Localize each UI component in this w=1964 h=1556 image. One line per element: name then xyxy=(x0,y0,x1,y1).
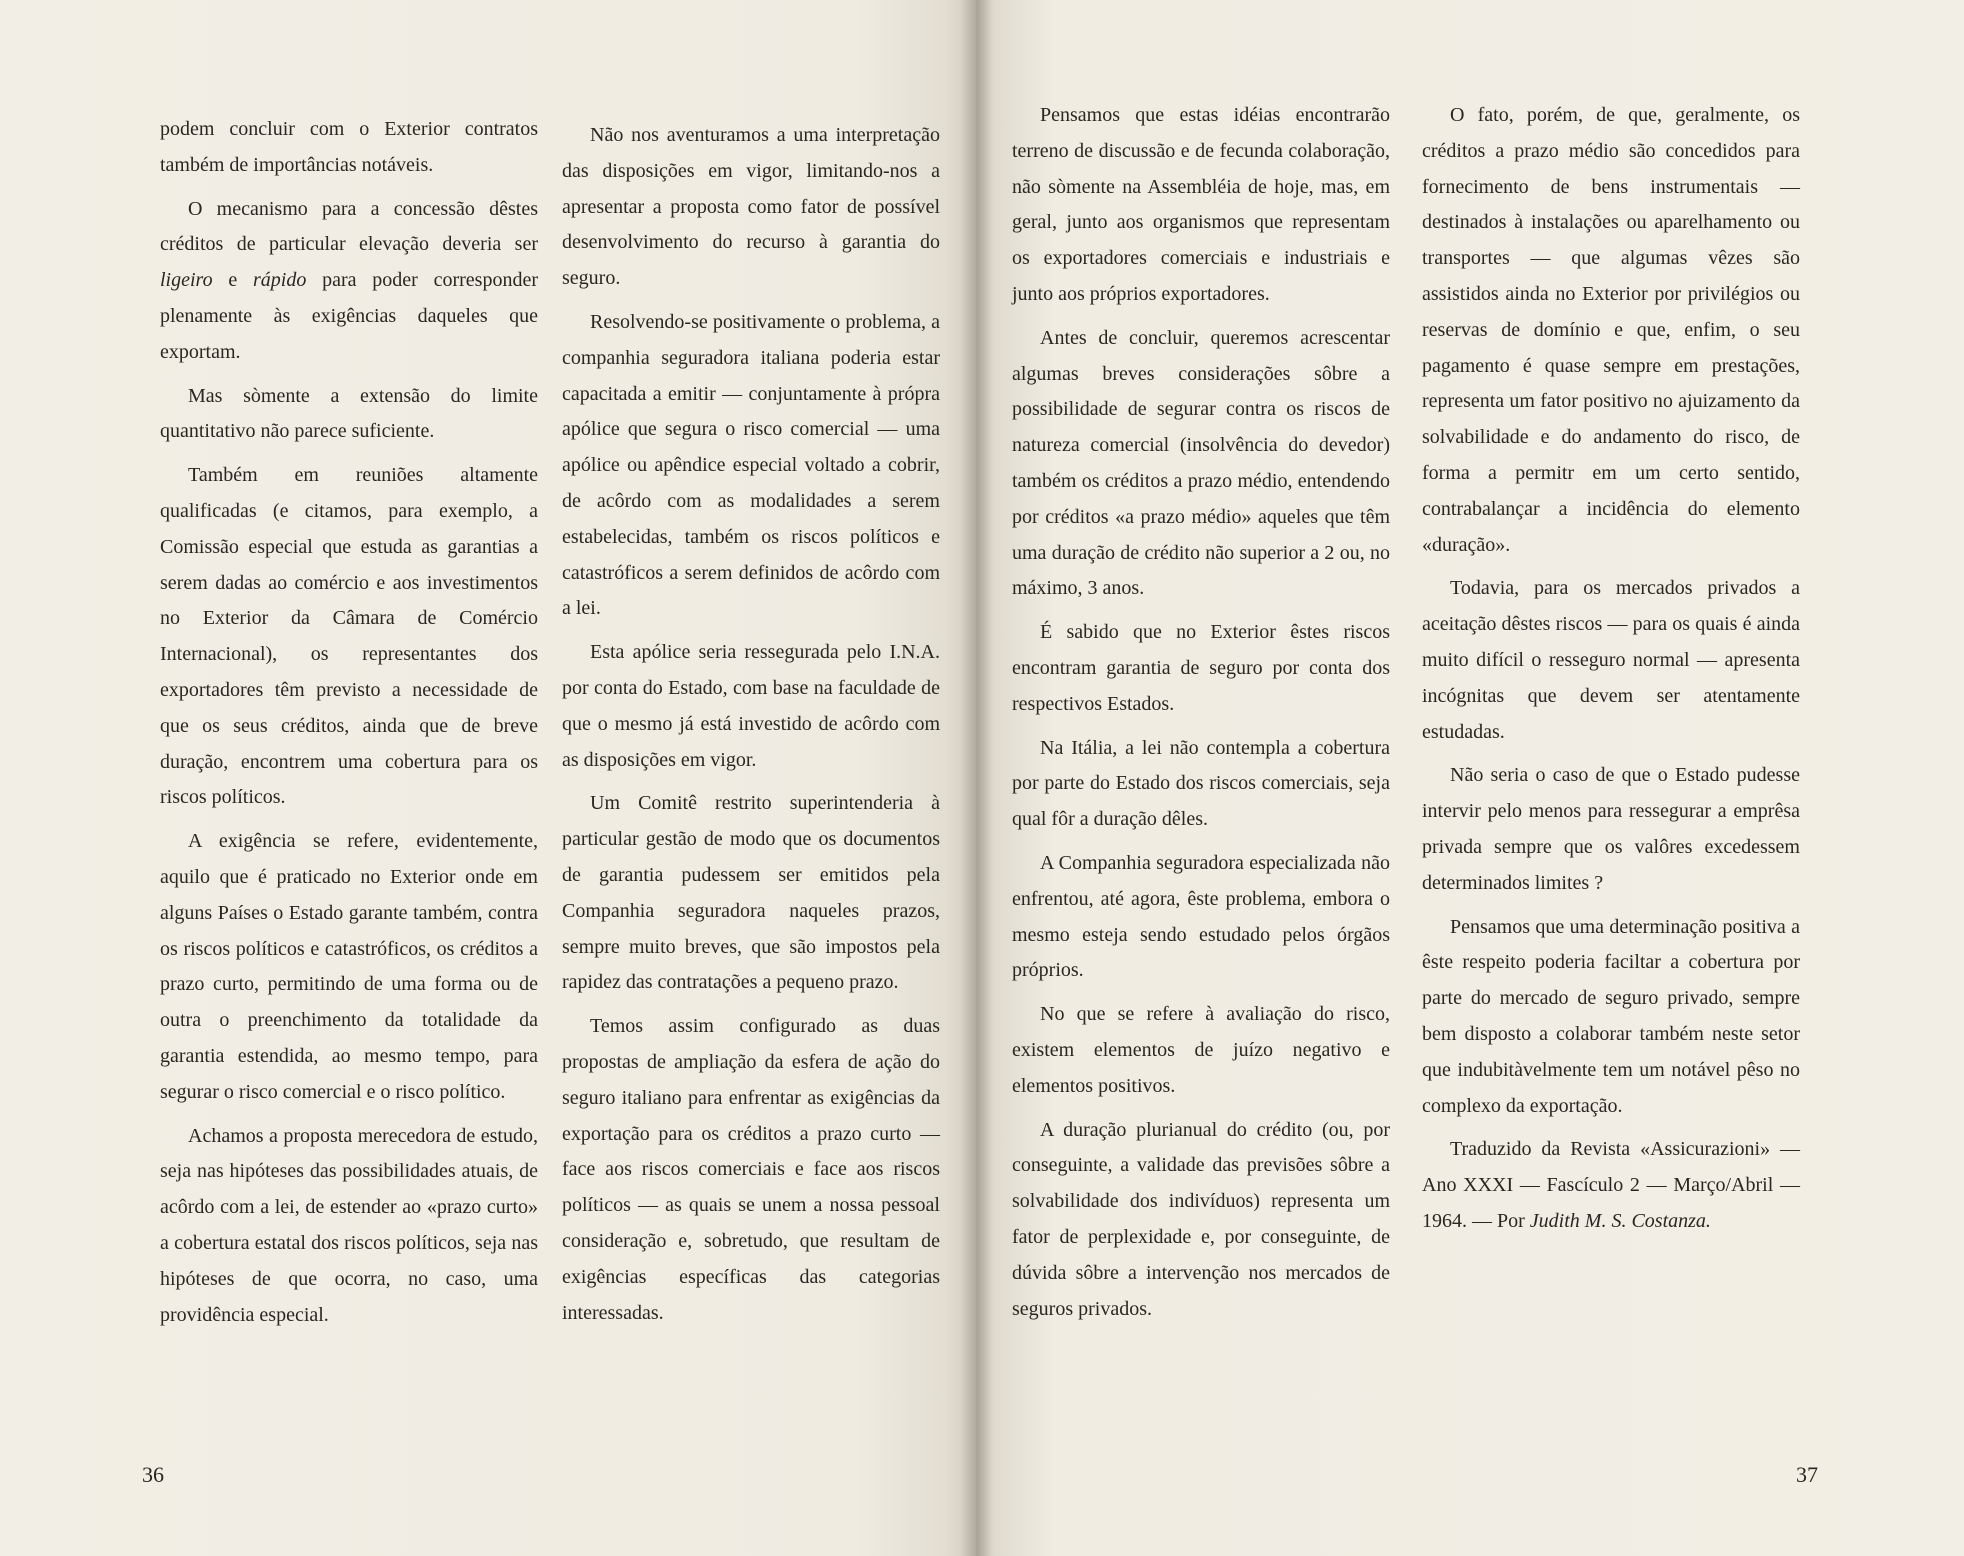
paragraph: Todavia, para os mercados privados a aceitação dêstes riscos — para os quais é ainda muito difícil o resseguro normal — apresenta incógnitas que devem ser atentamente estudadas. xyxy=(1422,577,1800,743)
paragraph: Resolvendo-se positivamente o problema, a companhia seguradora italiana poderia estar capacitada a emitir — conjuntamente à própra apólice que segura o risco comercial — uma apólice ou apêndice especial voltado a cobrir, de acôrdo com as modalidades a serem estabelecidas, também os riscos políticos e catastróficos a serem definidos de acôrdo com a lei. xyxy=(562,310,940,620)
paragraph: podem concluir com o Exterior contratos também de importâncias notáveis. xyxy=(160,118,538,176)
paragraph: Mas sòmente a extensão do limite quantitativo não parece suficiente. xyxy=(160,384,538,443)
right-page xyxy=(976,0,1964,1556)
paragraph: Achamos a proposta merecedora de estudo, seja nas hipóteses das possibilidades atuais, de acôrdo com a lei, de estender ao «prazo curto» a cobertura estatal dos riscos políticos, seja nas hipóteses de que ocorra, no caso, uma providência especial. xyxy=(160,1124,538,1326)
left-column-1 xyxy=(160,112,538,1341)
paragraph: Antes de concluir, queremos acrescentar algumas breves considerações sôbre a possibilidade de segurar contra os riscos de natureza comercial (insolvência do devedor) também os créditos a prazo médio, entendendo por créditos «a prazo médio» aqueles que têm uma duração de crédito não superior a 2 ou, no máximo, 3 anos. xyxy=(1012,326,1390,600)
paragraph: Também em reuniões altamente qualificadas (e citamos, para exemplo, a Comissão especial que estuda as garantias a serem dadas ao comércio e aos investimentos no Exterior da Câmara de Comércio Internacional), os representantes dos exportadores têm previsto a necessidade de que os seus créditos, ainda que de breve duração, encontrem uma cobertura para os riscos políticos. xyxy=(160,464,538,809)
paragraph: Esta apólice seria ressegurada pelo I.N.A. por conta do Estado, com base na faculdade de que o mesmo já está investido de acôrdo com as disposições em vigor. xyxy=(562,641,940,771)
left-column-2 xyxy=(562,118,940,1339)
italic-term: rápido xyxy=(253,269,307,292)
translator-name: Judith M. S. Costanza. xyxy=(1529,1209,1711,1232)
italic-term: ligeiro xyxy=(160,269,213,292)
paragraph: A exigência se refere, evidentemente, aquilo que é praticado no Exterior onde em alguns Países o Estado garante também, contra os riscos políticos e catastróficos, os créditos a prazo curto, permitindo de uma forma ou de outra o preenchimento da totalidade da garantia estendida, ao mesmo tempo, para segurar o risco comercial e o risco político. xyxy=(160,830,538,1103)
paragraph: No que se refere à avaliação do risco, existem elementos de juízo negativo e elementos positivos. xyxy=(1012,1003,1390,1097)
paragraph: A Companhia seguradora especializada não enfrentou, até agora, êste problema, embora o mesmo esteja sendo estudado pelos órgãos próprios. xyxy=(1012,851,1390,982)
paragraph: A duração plurianual do crédito (ou, por conseguinte, a validade das previsões sôbre a solvabilidade dos indivíduos) representa um fator de perplexidade e, por conseguinte, de dúvida sôbre a intervenção nos mercados de seguros privados. xyxy=(1012,1118,1390,1320)
page-number-left: 36 xyxy=(142,1462,164,1487)
translation-credit: Traduzido da Revista «Assicurazioni» — Ano XXXI — Fascículo 2 — Março/Abril — 1964. — Por Judith M. S. Costanza. xyxy=(1422,1138,1800,1232)
paragraph: Pensamos que estas idéias encontrarão terreno de discussão e de fecunda colaboração, não sòmente na Assembléia de hoje, mas, em geral, junto aos organismos que representam os exportadores comerciais e industriais e junto aos próprios exportadores. xyxy=(1012,104,1390,305)
paragraph: Pensamos que uma determinação positiva a êste respeito poderia faciltar a cobertura por parte do mercado de seguro privado, sempre bem disposto a colaborar também neste setor que indubitàvelmente tem um notável pêso no complexo da exportação. xyxy=(1422,915,1800,1117)
right-column-1 xyxy=(1012,98,1390,1335)
paragraph: Não seria o caso de que o Estado pudesse intervir pelo menos para ressegurar a emprêsa privada sempre que os valôres excedessem determinados limites ? xyxy=(1422,764,1800,894)
paragraph: O fato, porém, de que, geralmente, os créditos a prazo médio são concedidos para fornecimento de bens instrumentais — destinados à instalações ou aparelhamento ou transportes — que algumas vêzes são assistidos ainda no Exterior por privilégios ou reservas de domínio e que, enfim, o seu pagamento é quase sempre em prestações, representa um fator positivo no ajuizamento da solvabilidade e do andamento do risco, de forma a permitr em um certo sentido, contrabalançar a incidência do elemento «duração». xyxy=(1422,104,1800,556)
paragraph: O mecanismo para a concessão dêstes créditos de particular elevação deveria ser ligeiro e rápido para poder corresponder plenamente às exigências daqueles que exportam. xyxy=(160,197,538,363)
paragraph: É sabido que no Exterior êstes riscos encontram garantia de seguro por conta dos respectivos Estados. xyxy=(1012,621,1390,715)
page-number-right: 37 xyxy=(1796,1462,1818,1487)
paragraph: Não nos aventuramos a uma interpretação das disposições em vigor, limitando-nos a apresentar a proposta como fator de possível desenvolvimento do recurso à garantia do seguro. xyxy=(562,124,940,290)
paragraph: Um Comitê restrito superintenderia à particular gestão de modo que os documentos de garantia pudessem ser emitidos pela Companhia seguradora naqueles prazos, sempre muito breves, que são impostos pela rapidez das contratações a pequeno prazo. xyxy=(562,792,940,994)
left-page xyxy=(0,0,976,1556)
book-gutter xyxy=(960,0,992,1556)
right-column-2 xyxy=(1422,98,1800,1248)
paragraph: Na Itália, a lei não contempla a cobertura por parte do Estado dos riscos comerciais, seja qual fôr a duração dêles. xyxy=(1012,736,1390,831)
paragraph: Temos assim configurado as duas propostas de ampliação da esfera de ação do seguro italiano para enfrentar as exigências da exportação para os créditos a prazo curto — face aos riscos comerciais e face aos riscos políticos — as quais se unem a nossa pessoal consideração e, sobretudo, que resultam de exigências específicas das categorias interessadas. xyxy=(562,1015,940,1324)
